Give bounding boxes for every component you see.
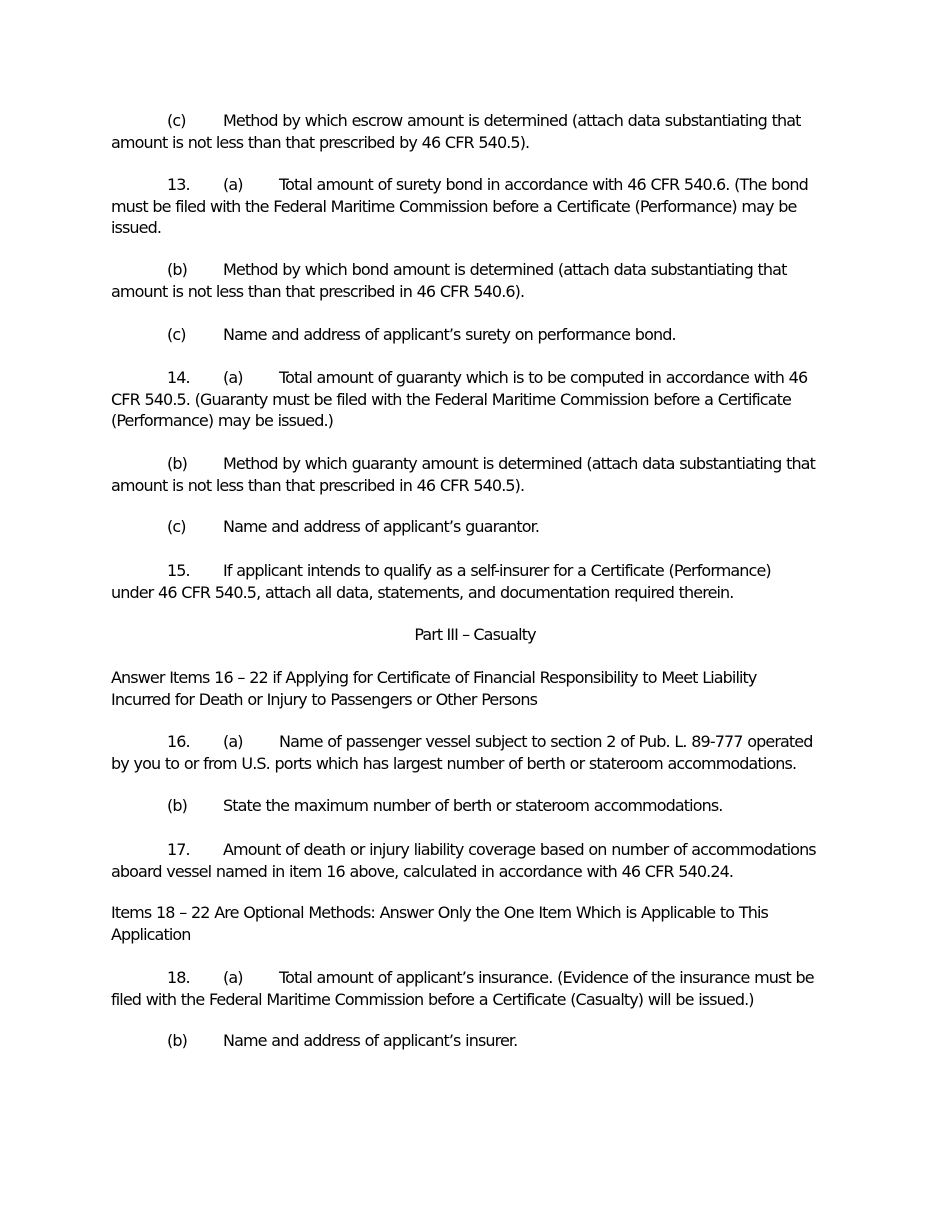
item-number: 14. bbox=[167, 368, 190, 387]
paragraph-text: amount is not less than that prescribed in 46 CFR 540.5). bbox=[111, 475, 525, 495]
paragraph-text: issued. bbox=[111, 218, 162, 237]
paragraph-text: (Performance) may be issued.) bbox=[111, 411, 333, 430]
item-label: (c) bbox=[167, 517, 186, 536]
paragraph-13c bbox=[111, 324, 871, 346]
paragraph-text: Incurred for Death or Injury to Passengers or Other Persons bbox=[111, 689, 538, 709]
item-number: 18. bbox=[167, 968, 190, 987]
paragraph-text: Total amount of applicant’s insurance. (Evidence of the insurance must be bbox=[279, 968, 814, 987]
paragraph-17 bbox=[111, 839, 871, 882]
paragraph-text: Total amount of guaranty which is to be computed in accordance with 46 bbox=[279, 368, 808, 387]
paragraph-14c bbox=[111, 516, 871, 538]
item-label: (b) bbox=[167, 796, 187, 815]
paragraph-16a bbox=[111, 731, 871, 774]
paragraph-text: Application bbox=[111, 924, 191, 944]
item-label: (a) bbox=[223, 732, 243, 751]
paragraph-18b bbox=[111, 1030, 871, 1052]
paragraph-text: Total amount of surety bond in accordance with 46 CFR 540.6. (The bond bbox=[279, 175, 808, 194]
item-label: (a) bbox=[223, 368, 243, 387]
paragraph-text: must be filed with the Federal Maritime Commission before a Certificate (Performance) may be bbox=[111, 196, 797, 216]
item-label: (c) bbox=[167, 325, 186, 344]
item-label: (a) bbox=[223, 175, 243, 194]
paragraph-12c bbox=[111, 110, 871, 153]
item-number: 17. bbox=[167, 840, 190, 859]
paragraph-text: Method by which guaranty amount is determined (attach data substantiating that bbox=[223, 454, 815, 473]
paragraph-text: If applicant intends to qualify as a self-insurer for a Certificate (Performance) bbox=[223, 561, 771, 580]
paragraph-text: State the maximum number of berth or stateroom accommodations. bbox=[223, 796, 723, 815]
paragraph-text: Amount of death or injury liability coverage based on number of accommodations bbox=[223, 840, 816, 859]
paragraph-text: Name and address of applicant’s insurer. bbox=[223, 1031, 518, 1050]
part-heading: Part III – Casualty bbox=[414, 625, 536, 644]
item-label: (b) bbox=[167, 454, 187, 473]
paragraph-text: filed with the Federal Maritime Commission before a Certificate (Casualty) will be issued.) bbox=[111, 989, 754, 1009]
paragraph-text: Items 18 – 22 Are Optional Methods: Answer Only the One Item Which is Applicable to This bbox=[111, 903, 768, 922]
paragraph-15 bbox=[111, 560, 871, 603]
paragraph-text: by you to or from U.S. ports which has largest number of berth or stateroom accommodations. bbox=[111, 753, 797, 773]
paragraph-text: under 46 CFR 540.5, attach all data, statements, and documentation required therein. bbox=[111, 582, 734, 602]
optional-methods-instruction bbox=[111, 902, 871, 945]
item-label: (b) bbox=[167, 260, 187, 279]
paragraph-14a bbox=[111, 367, 871, 432]
paragraph-text: CFR 540.5. (Guaranty must be filed with the Federal Maritime Commission before a Certificate bbox=[111, 389, 791, 409]
item-label: (a) bbox=[223, 968, 243, 987]
paragraph-text: Method by which bond amount is determined (attach data substantiating that bbox=[223, 260, 787, 279]
paragraph-text: Answer Items 16 – 22 if Applying for Certificate of Financial Responsibility to Meet Liability bbox=[111, 668, 757, 687]
paragraph-text: Name and address of applicant’s surety on performance bond. bbox=[223, 325, 676, 344]
paragraph-text: Name of passenger vessel subject to section 2 of Pub. L. 89-777 operated bbox=[279, 732, 813, 751]
paragraph-13a bbox=[111, 174, 871, 239]
paragraph-text: aboard vessel named in item 16 above, calculated in accordance with 46 CFR 540.24. bbox=[111, 861, 734, 881]
paragraph-16b bbox=[111, 795, 871, 817]
item-number: 15. bbox=[167, 561, 190, 580]
paragraph-text: amount is not less than that prescribed by 46 CFR 540.5). bbox=[111, 132, 530, 152]
item-label: (b) bbox=[167, 1031, 187, 1050]
paragraph-text: Name and address of applicant’s guarantor. bbox=[223, 517, 540, 536]
paragraph-18a bbox=[111, 967, 871, 1010]
item-label: (c) bbox=[167, 111, 186, 130]
section-instruction bbox=[111, 667, 871, 710]
paragraph-14b bbox=[111, 453, 871, 496]
paragraph-text: amount is not less than that prescribed in 46 CFR 540.6). bbox=[111, 281, 525, 301]
item-number: 13. bbox=[167, 175, 190, 194]
item-number: 16. bbox=[167, 732, 190, 751]
paragraph-13b bbox=[111, 259, 871, 302]
paragraph-text: Method by which escrow amount is determined (attach data substantiating that bbox=[223, 111, 801, 130]
